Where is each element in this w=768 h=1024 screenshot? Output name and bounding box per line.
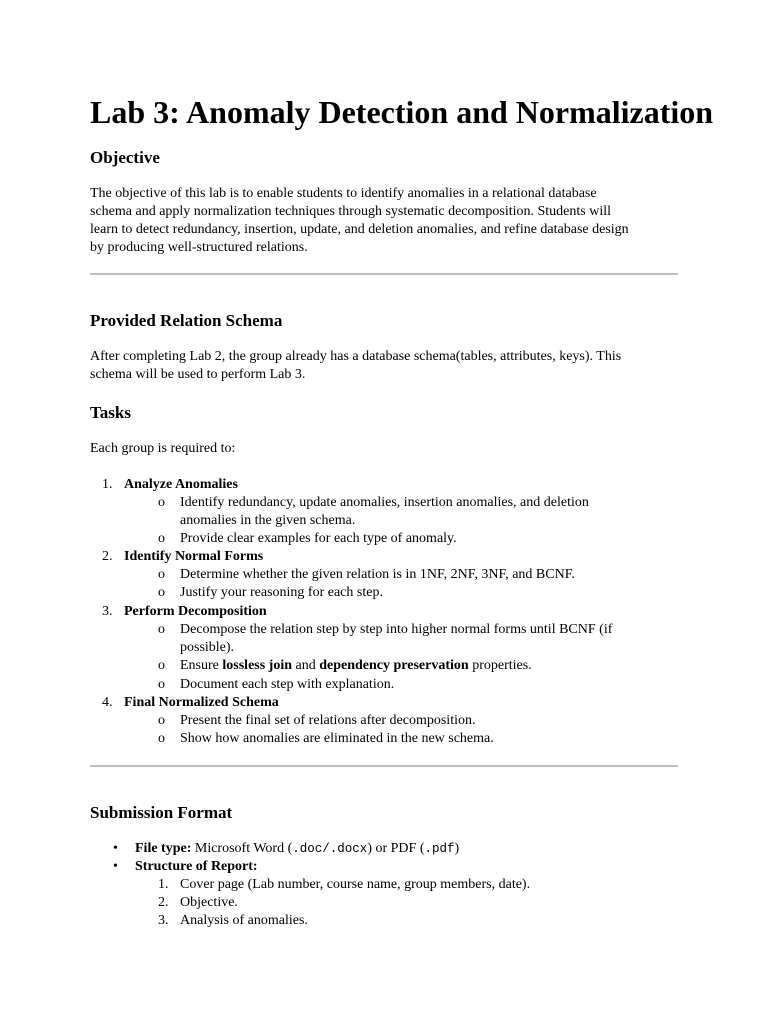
structure-sub-item xyxy=(158,894,238,912)
structure-text: Cover page (Lab number, course name, group members, date). xyxy=(180,877,531,892)
task-item xyxy=(102,603,267,621)
sub-bullet: o xyxy=(158,622,165,637)
sub-text: Present the final set of relations after decomposition. xyxy=(180,713,476,728)
sub-text: Document each step with explanation. xyxy=(180,677,395,692)
schema-line: schema will be used to perform Lab 3. xyxy=(90,367,306,382)
structure-label: Structure of Report: xyxy=(135,859,258,874)
sub-bullet: o xyxy=(158,731,165,746)
file-type-text: ) or PDF ( xyxy=(367,841,425,856)
sub-bullet: o xyxy=(158,677,165,692)
structure-text: Objective. xyxy=(180,895,238,910)
sub-bullet: o xyxy=(158,567,165,582)
bullet-dot: • xyxy=(113,841,118,856)
objective-paragraph xyxy=(90,185,690,257)
sub-text: Decompose the relation step by step into higher normal forms until BCNF (if xyxy=(180,622,613,637)
sub-bullet: o xyxy=(158,658,165,673)
task-item xyxy=(102,694,279,712)
sub-item xyxy=(158,530,457,548)
extension-separator: / xyxy=(322,842,330,856)
sub-text-pre: Ensure xyxy=(180,658,223,673)
sub-item xyxy=(158,566,575,584)
objective-line: The objective of this lab is to enable students to identify anomalies in a relational database xyxy=(90,186,597,201)
file-type-label: File type: xyxy=(135,841,192,856)
sub-text-post: properties. xyxy=(468,658,532,673)
sub-bullet: o xyxy=(158,585,165,600)
sub-text-mid: and xyxy=(292,658,320,673)
section-divider xyxy=(90,273,678,275)
doc-extension: .doc xyxy=(292,842,323,856)
task-label: Perform Decomposition xyxy=(124,604,267,619)
sub-bullet: o xyxy=(158,531,165,546)
structure-sub-item xyxy=(158,912,308,930)
sub-item xyxy=(158,676,394,694)
sub-text: Determine whether the given relation is in 1NF, 2NF, 3NF, and BCNF. xyxy=(180,567,575,582)
structure-text: Analysis of anomalies. xyxy=(180,913,308,928)
page-title: Lab 3: Anomaly Detection and Normalization xyxy=(90,94,714,130)
task-item xyxy=(102,548,263,566)
objective-line: learn to detect redundancy, insertion, update, and deletion anomalies, and refine database design xyxy=(90,222,629,237)
submission-heading: Submission Format xyxy=(90,803,233,822)
task-number: 2. xyxy=(102,549,113,564)
sub-bullet: o xyxy=(158,495,165,510)
file-type-text: ) xyxy=(454,841,460,856)
sub-item xyxy=(158,584,383,602)
schema-heading: Provided Relation Schema xyxy=(90,311,283,330)
task-number: 1. xyxy=(102,477,113,492)
docx-extension: .docx xyxy=(329,842,368,856)
task-item xyxy=(102,476,238,494)
task-label: Identify Normal Forms xyxy=(124,549,264,564)
structure-number: 3. xyxy=(158,913,169,928)
sub-text: Show how anomalies are eliminated in the new schema. xyxy=(180,731,494,746)
sub-item-continuation: possible). xyxy=(180,640,235,655)
task-number: 4. xyxy=(102,695,113,710)
task-label: Final Normalized Schema xyxy=(124,695,279,710)
tasks-heading: Tasks xyxy=(90,403,131,422)
schema-paragraph xyxy=(90,348,690,384)
file-type-item xyxy=(113,840,459,858)
sub-item xyxy=(158,494,589,512)
sub-item xyxy=(158,621,612,639)
file-type-text: Microsoft Word ( xyxy=(191,841,293,856)
structure-sub-item xyxy=(158,876,530,894)
objective-line: by producing well-structured relations. xyxy=(90,240,308,255)
sub-bullet: o xyxy=(158,713,165,728)
sub-item xyxy=(158,730,494,748)
bullet-dot: • xyxy=(113,859,118,874)
section-divider xyxy=(90,765,678,767)
sub-text: Identify redundancy, update anomalies, insertion anomalies, and deletion xyxy=(180,495,589,510)
structure-number: 2. xyxy=(158,895,169,910)
sub-item xyxy=(158,712,475,730)
sub-item-continuation: anomalies in the given schema. xyxy=(180,513,356,528)
task-label: Analyze Anomalies xyxy=(124,477,238,492)
structure-number: 1. xyxy=(158,877,169,892)
objective-heading: Objective xyxy=(90,148,160,167)
pdf-extension: .pdf xyxy=(424,842,455,856)
tasks-intro: Each group is required to: xyxy=(90,441,236,456)
dependency-preservation-term: dependency preservation xyxy=(319,658,469,673)
sub-text: Justify your reasoning for each step. xyxy=(180,585,383,600)
lossless-join-term: lossless join xyxy=(222,658,293,673)
structure-item xyxy=(113,858,258,876)
objective-line: schema and apply normalization techniques through systematic decomposition. Students will xyxy=(90,204,612,219)
schema-line: After completing Lab 2, the group already has a database schema(tables, attributes, keys). This xyxy=(90,349,622,364)
sub-item xyxy=(158,657,532,675)
sub-text: Provide clear examples for each type of anomaly. xyxy=(180,531,457,546)
task-number: 3. xyxy=(102,604,113,619)
